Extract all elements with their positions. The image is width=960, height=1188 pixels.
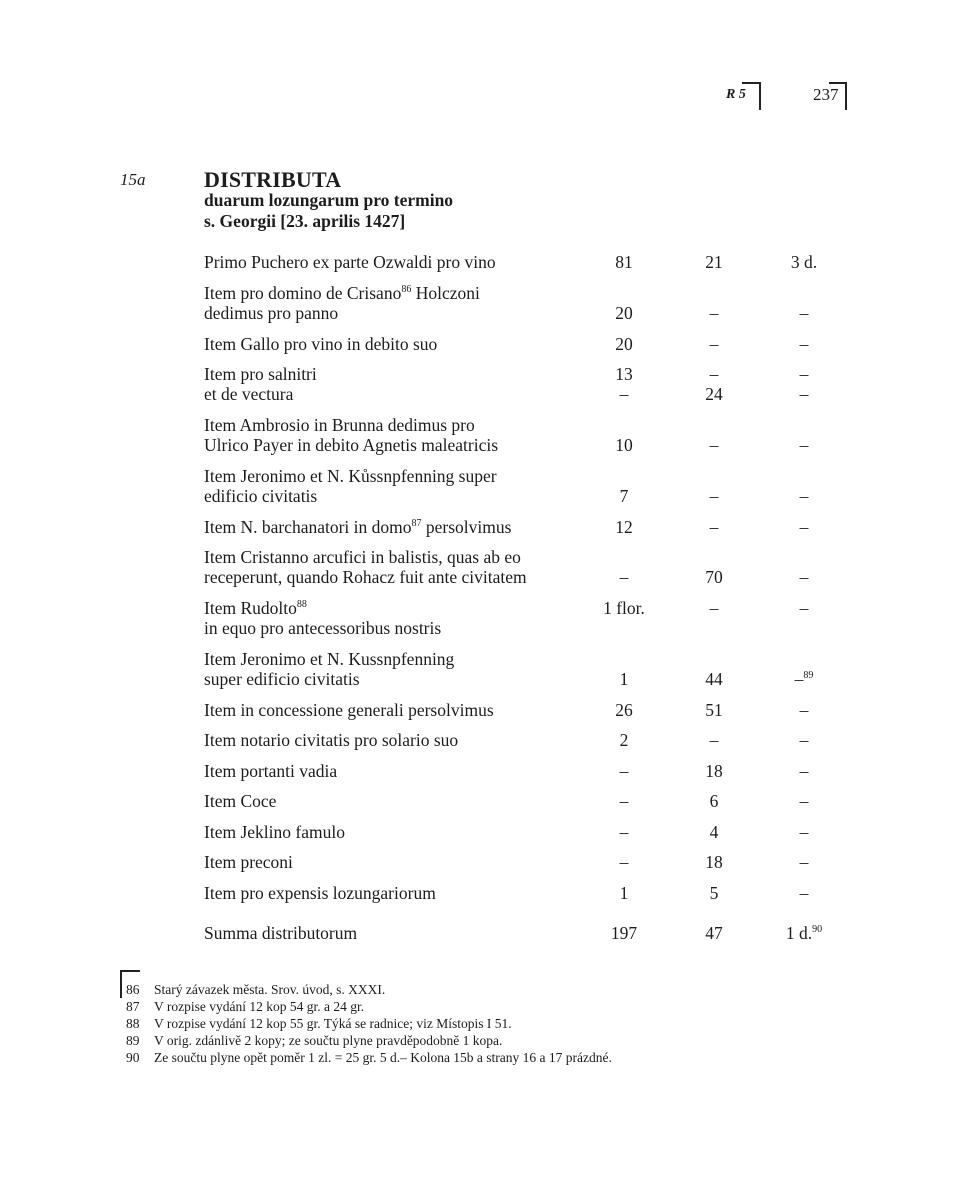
amount-d: – [799, 334, 809, 354]
footnote [120, 1049, 612, 1066]
amount-d: – [799, 852, 809, 872]
amount-kop: 10 [615, 435, 633, 455]
footnote-number: 89 [126, 1033, 140, 1048]
entry-text: Item Cristanno arcufici in balistis, quas ab eo receperunt, quando Rohacz fuit ante civitatem [204, 547, 527, 587]
entry-row [204, 761, 844, 781]
entry-row [204, 791, 844, 811]
amount-kop: – [619, 852, 629, 872]
amount-d: – [799, 883, 809, 903]
entry-text: Item Coce [204, 791, 277, 811]
amount-gr: 21 [705, 252, 723, 272]
amount-kop: – [619, 567, 629, 587]
amount-kop: 20 [615, 334, 633, 354]
entry-text: Item pro salnitri et de vectura [204, 364, 317, 404]
amount-d: – [799, 700, 809, 720]
entry-row [204, 883, 844, 903]
amount-gr: – [709, 486, 719, 506]
amount-gr: – [709, 517, 719, 537]
entry-text: Item Jeronimo et N. Kůssnpfenning super edificio civitatis [204, 466, 497, 506]
header-corner-mark [742, 82, 761, 110]
amount-d: – [799, 486, 809, 506]
entry-text: Item pro expensis lozungariorum [204, 883, 436, 903]
footnote-ref: 88 [296, 599, 307, 611]
footnote-number: 90 [126, 1050, 140, 1065]
summa-row [204, 923, 844, 943]
entry-row [204, 852, 844, 872]
amount-gr: 18 [705, 761, 723, 781]
amount-d: – [799, 567, 809, 587]
amount-kop: 7 [619, 486, 629, 506]
amount-kop: – [619, 791, 629, 811]
amount-kop: 1 [619, 883, 629, 903]
amount-d: – [799, 822, 809, 842]
amount-kop: 2 [619, 730, 629, 750]
entry-text: Item portanti vadia [204, 761, 338, 781]
amount-gr: – [709, 730, 719, 750]
entry-text: Item Jeklino famulo [204, 822, 345, 842]
amount-d: – [799, 730, 809, 750]
entry-row [204, 415, 844, 455]
amount-kop: 12 [615, 517, 633, 537]
amount-d: – [799, 384, 809, 404]
footnote-ref: 87 [411, 518, 422, 530]
amount-kop: – [619, 761, 629, 781]
amount-gr: 4 [709, 822, 719, 842]
footnote-text: V rozpise vydání 12 kop 54 gr. a 24 gr. [154, 999, 365, 1014]
entry-row [204, 334, 844, 354]
amount-kop: 1 flor. [603, 598, 645, 618]
amount-kop: 20 [615, 303, 633, 323]
amount-kop: – [619, 384, 629, 404]
entry-row [204, 252, 844, 272]
footnote [120, 998, 364, 1015]
entry-text: Item notario civitatis pro solario suo [204, 730, 459, 750]
entry-text: Item in concessione generali persolvimus [204, 700, 494, 720]
footnote-number: 87 [126, 999, 140, 1014]
entry-text: Item pro domino de Crisano$^{86}$ Holczoni dedimus pro panno [204, 283, 480, 323]
page-number: 237 [813, 85, 839, 104]
entry-row [204, 466, 844, 506]
entry-row [204, 649, 844, 689]
entry-text: Item preconi [204, 852, 293, 872]
entry-row [204, 730, 844, 750]
entry-text: Item Rudolto$^{88}$ in equo pro antecessoribus nostris [204, 598, 442, 638]
footnote-text: Ze součtu plyne opět poměr 1 zl. = 25 gr. 5 d.– Kolona 15b a strany 16 a 17 prázdné. [154, 1050, 612, 1065]
entry-text: Item Ambrosio in Brunna dedimus pro Ulrico Payer in debito Agnetis maleatricis [204, 415, 499, 455]
section-subtitle [204, 190, 453, 232]
summa-label: Summa distributorum [204, 923, 358, 943]
footnote-ref: 86 [401, 284, 412, 296]
amount-kop: 26 [615, 700, 633, 720]
amount-gr: 70 [705, 567, 723, 587]
subtitle-line: s. Georgii [23. aprilis 1427] [204, 211, 406, 231]
amount-d: 3 d. [790, 252, 818, 272]
amount-gr: 24 [705, 384, 723, 404]
amount-gr: 44 [705, 669, 723, 689]
summa-kop: 197 [610, 923, 638, 943]
amount-d: – [799, 303, 809, 323]
amount-kop: – [619, 822, 629, 842]
footnote [120, 1032, 502, 1049]
amount-d: –$^{89}$ [794, 669, 814, 689]
footnote-number: 86 [126, 982, 140, 997]
footnote [120, 1015, 512, 1032]
amount-gr: – [709, 364, 719, 384]
amount-kop: 81 [615, 252, 633, 272]
amount-d: – [799, 761, 809, 781]
entry-row [204, 700, 844, 720]
amount-d: – [799, 791, 809, 811]
amount-gr: 5 [709, 883, 719, 903]
subtitle-line: duarum lozungarum pro termino [204, 190, 454, 210]
entry-text: Item Gallo pro vino in debito suo [204, 334, 438, 354]
footnote-ref: 90 [812, 924, 823, 936]
entry-text: Primo Puchero ex parte Ozwaldi pro vino [204, 252, 496, 272]
running-header-section: R 5 [726, 87, 746, 102]
entry-row [204, 517, 844, 537]
summa-gr: 47 [705, 923, 723, 943]
footnote-number: 88 [126, 1016, 140, 1031]
footnote-text: V rozpise vydání 12 kop 55 gr. Týká se radnice; viz Místopis I 51. [154, 1016, 512, 1031]
amount-gr: – [709, 334, 719, 354]
footnote-ref: 89 [803, 670, 814, 682]
entry-row [204, 822, 844, 842]
entry-row [204, 283, 844, 323]
entry-row [204, 547, 844, 587]
amount-d: – [799, 517, 809, 537]
amount-gr: – [709, 435, 719, 455]
summa-d: 1 d.$^{90}$ [785, 923, 823, 943]
entry-text: Item Jeronimo et N. Kussnpfenning super edificio civitatis [204, 649, 455, 689]
amount-gr: 51 [705, 700, 723, 720]
amount-gr: 6 [709, 791, 719, 811]
footnote-text: V orig. zdánlivě 2 kopy; ze součtu plyne pravděpodobně 1 kopa. [154, 1033, 503, 1048]
page-corner-mark [829, 82, 847, 110]
amount-gr: – [709, 303, 719, 323]
amount-d: – [799, 598, 809, 618]
entry-row [204, 364, 844, 404]
entry-row [204, 598, 844, 638]
entry-text: Item N. barchanatori in domo$^{87}$ persolvimus [204, 517, 512, 537]
amount-kop: 1 [619, 669, 629, 689]
footnote [120, 981, 385, 998]
section-title: DISTRIBUTA [204, 167, 342, 192]
footnote-text: Starý závazek města. Srov. úvod, s. XXXI. [154, 982, 386, 997]
amount-gr: 18 [705, 852, 723, 872]
amount-d: – [799, 435, 809, 455]
amount-gr: – [709, 598, 719, 618]
amount-d: – [799, 364, 809, 384]
folio-marker: 15a [120, 170, 146, 189]
amount-kop: 13 [615, 364, 633, 384]
